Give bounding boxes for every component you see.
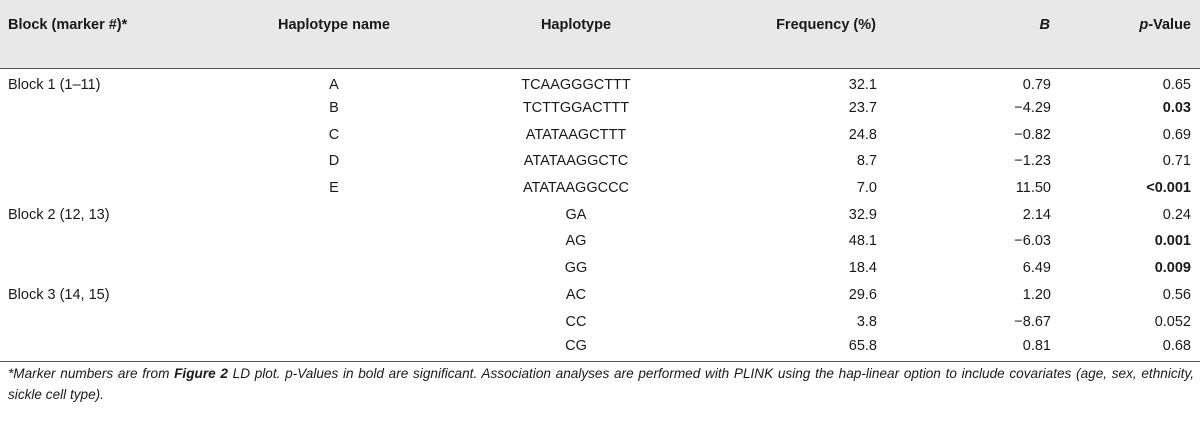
- cell-p-value: 0.69: [1162, 126, 1191, 143]
- cell-p-value: 0.052: [1154, 313, 1191, 330]
- cell-frequency: 18.4: [848, 260, 877, 277]
- cell-b: 11.50: [1015, 180, 1051, 197]
- cell-haplotype-name: A: [329, 76, 339, 93]
- cell-haplotype-name: E: [329, 180, 339, 197]
- table-header: [0, 0, 1200, 68]
- cell-frequency: 29.6: [848, 286, 877, 303]
- cell-haplotype: GA: [565, 206, 587, 223]
- cell-haplotype-name: C: [328, 126, 340, 143]
- cell-block: Block 3 (14, 15): [8, 286, 110, 303]
- cell-haplotype: CC: [565, 313, 587, 330]
- cell-frequency: 32.9: [848, 206, 877, 223]
- table-row: [0, 121, 1200, 148]
- cell-haplotype-name: [243, 228, 425, 255]
- header-row: [0, 0, 1200, 68]
- cell-b: −8.67: [1014, 313, 1051, 330]
- cell-frequency: 48.1: [848, 233, 877, 250]
- cell-haplotype: TCAAGGGCTTT: [521, 76, 631, 93]
- cell-b: −0.82: [1014, 126, 1051, 143]
- cell-p-value: 0.71: [1162, 153, 1191, 170]
- cell-haplotype-name: B: [329, 100, 339, 117]
- table-row: [0, 201, 1200, 228]
- cell-block: [0, 308, 243, 335]
- cell-haplotype: ATATAAGCTTT: [525, 126, 627, 143]
- header-haplotype: Haplotype: [425, 0, 727, 68]
- header-b: B: [877, 0, 1051, 68]
- cell-frequency: 24.8: [848, 126, 877, 143]
- footnote-figure-ref: Figure 2: [174, 366, 228, 381]
- cell-p-value: 0.24: [1162, 206, 1191, 223]
- cell-haplotype-name: [243, 308, 425, 335]
- cell-haplotype: GG: [564, 260, 588, 277]
- table-row: [0, 255, 1200, 282]
- cell-b: 2.14: [1022, 206, 1051, 223]
- cell-haplotype-name: D: [328, 153, 340, 170]
- table-row: [0, 95, 1200, 122]
- table-row: [0, 282, 1200, 309]
- cell-frequency: 23.7: [848, 100, 877, 117]
- table-row: [0, 175, 1200, 202]
- cell-haplotype: ATATAAGGCTC: [523, 153, 629, 170]
- table-row: [0, 335, 1200, 362]
- cell-block: [0, 175, 243, 202]
- cell-p-value: 0.001: [1154, 233, 1191, 250]
- cell-p-value: 0.65: [1162, 76, 1191, 93]
- table-body: [0, 68, 1200, 362]
- cell-frequency: 8.7: [856, 153, 877, 170]
- header-frequency: Frequency (%): [727, 0, 877, 68]
- cell-p-value: <0.001: [1146, 180, 1191, 197]
- table-row: [0, 228, 1200, 255]
- header-block: Block (marker #)*: [0, 0, 243, 68]
- table-row: [0, 148, 1200, 175]
- cell-block: Block 2 (12, 13): [8, 206, 110, 223]
- cell-haplotype-name: [243, 255, 425, 282]
- footnote-part1: *Marker numbers are from: [8, 366, 175, 381]
- cell-frequency: 3.8: [856, 313, 877, 330]
- cell-b: 6.49: [1022, 260, 1051, 277]
- table-row: [0, 308, 1200, 335]
- cell-block: [0, 148, 243, 175]
- cell-haplotype-name: [243, 335, 425, 362]
- cell-haplotype: ATATAAGGCCC: [522, 180, 630, 197]
- cell-b: 0.81: [877, 335, 1051, 362]
- table-row: [0, 68, 1200, 95]
- cell-block: [0, 335, 243, 362]
- cell-frequency: 7.0: [856, 180, 877, 197]
- cell-haplotype: AC: [565, 286, 587, 303]
- footnote-part2: LD plot. p-Values in bold are significant. Association analyses are performed with PLINK using the hap-linear option to include covariates (age, sex, ethnicity, sickle cell type).: [8, 366, 1195, 402]
- cell-p-value: 0.68: [1051, 335, 1200, 362]
- cell-haplotype: CG: [425, 335, 727, 362]
- cell-b: −4.29: [1014, 100, 1051, 117]
- cell-block: [0, 95, 243, 122]
- cell-p-value: 0.56: [1162, 286, 1191, 303]
- cell-frequency: 65.8: [727, 335, 877, 362]
- cell-haplotype: AG: [565, 233, 587, 250]
- header-p-suffix: -Value: [1148, 17, 1191, 33]
- cell-b: −1.23: [1014, 153, 1051, 170]
- cell-b: −6.03: [1014, 233, 1051, 250]
- cell-block: Block 1 (1–11): [8, 76, 101, 93]
- table-footnote: [8, 363, 1194, 405]
- header-haplotype-name: Haplotype name: [243, 0, 425, 68]
- cell-p-value: 0.009: [1154, 260, 1191, 277]
- cell-haplotype: TCTTGGACTTT: [522, 100, 630, 117]
- cell-p-value: 0.03: [1162, 100, 1191, 117]
- cell-block: [0, 228, 243, 255]
- cell-frequency: 32.1: [848, 76, 877, 93]
- cell-haplotype-name: [243, 201, 425, 228]
- cell-haplotype-name: [243, 282, 425, 309]
- cell-b: 0.79: [1022, 76, 1051, 93]
- header-p-value: [1051, 0, 1200, 68]
- cell-block: [0, 121, 243, 148]
- cell-block: [0, 255, 243, 282]
- header-p-prefix: p: [1139, 17, 1149, 33]
- cell-b: 1.20: [1022, 286, 1051, 303]
